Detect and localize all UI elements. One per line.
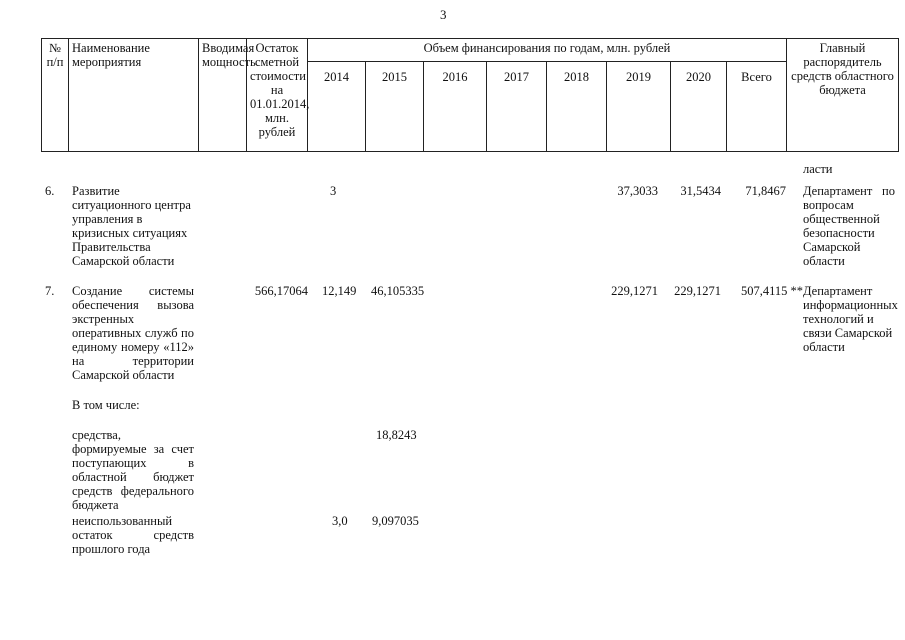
header-year-2020: 2020 (671, 62, 727, 152)
row-7-manager: Департамент информационных технологий и связи Самарской области (803, 284, 898, 354)
row-7-2019: 229,1271 (611, 284, 658, 298)
page-number: 3 (440, 7, 447, 22)
subrow-1-name: средства, формируемые за счет поступающих в областной бюджет средств федерального бюджета (72, 428, 194, 512)
row-7-total: 507,4115 ** (741, 284, 804, 298)
header-manager: Главный распорядитель средств областного бюджета (787, 39, 899, 152)
row-6-manager: Департамент по вопросам общественной безопасности Самарской области (803, 184, 895, 268)
row-7-name: Создание системы обеспечения вызова экстренных оперативных служб по единому номеру «112» на территории Самарской области (72, 284, 194, 382)
header-year-2018: 2018 (547, 62, 607, 152)
including-label: В том числе: (72, 398, 140, 412)
subrow-1-2015: 18,8243 (376, 428, 417, 442)
subrow-2-name: неиспользованный остаток средств прошлого года (72, 514, 194, 556)
row-6-number: 6. (45, 184, 55, 198)
row-7-2015: 46,105335 (371, 284, 425, 298)
header-name: Наименование мероприятия (69, 39, 199, 152)
carryover-manager-text: ласти (803, 162, 833, 176)
row-7-2020: 229,1271 (674, 284, 721, 298)
row-6-2020: 31,5434 (680, 184, 721, 198)
row-6-name: Развитие ситуационного центра управления в кризисных ситуациях Правительства Самарской области (72, 184, 191, 268)
header-year-2017: 2017 (487, 62, 547, 152)
header-table (41, 38, 899, 152)
row-7-number: 7. (45, 284, 55, 298)
row-6-total: 71,8467 (745, 184, 786, 198)
subrow-2-2015: 9,097035 (372, 514, 419, 528)
header-no: № п/п (42, 39, 69, 152)
row-6-2019: 37,3033 (617, 184, 658, 198)
row-7-remaining: 566,17064 (254, 284, 308, 298)
row-6-2014: 3 (330, 184, 337, 198)
header-funding-group: Объем финансирования по годам, млн. рублей (308, 39, 787, 62)
header-remaining: Остаток сметной стоимости на 01.01.2014, млн. рублей (247, 39, 308, 152)
header-year-2015: 2015 (366, 62, 424, 152)
row-7-2014: 12,149 (322, 284, 357, 298)
header-year-2016: 2016 (424, 62, 487, 152)
header-year-total: Всего (727, 62, 787, 152)
header-year-2019: 2019 (607, 62, 671, 152)
header-capacity: Вводимая мощность (199, 39, 247, 152)
header-year-2014: 2014 (308, 62, 366, 152)
subrow-2-2014: 3,0 (332, 514, 348, 528)
